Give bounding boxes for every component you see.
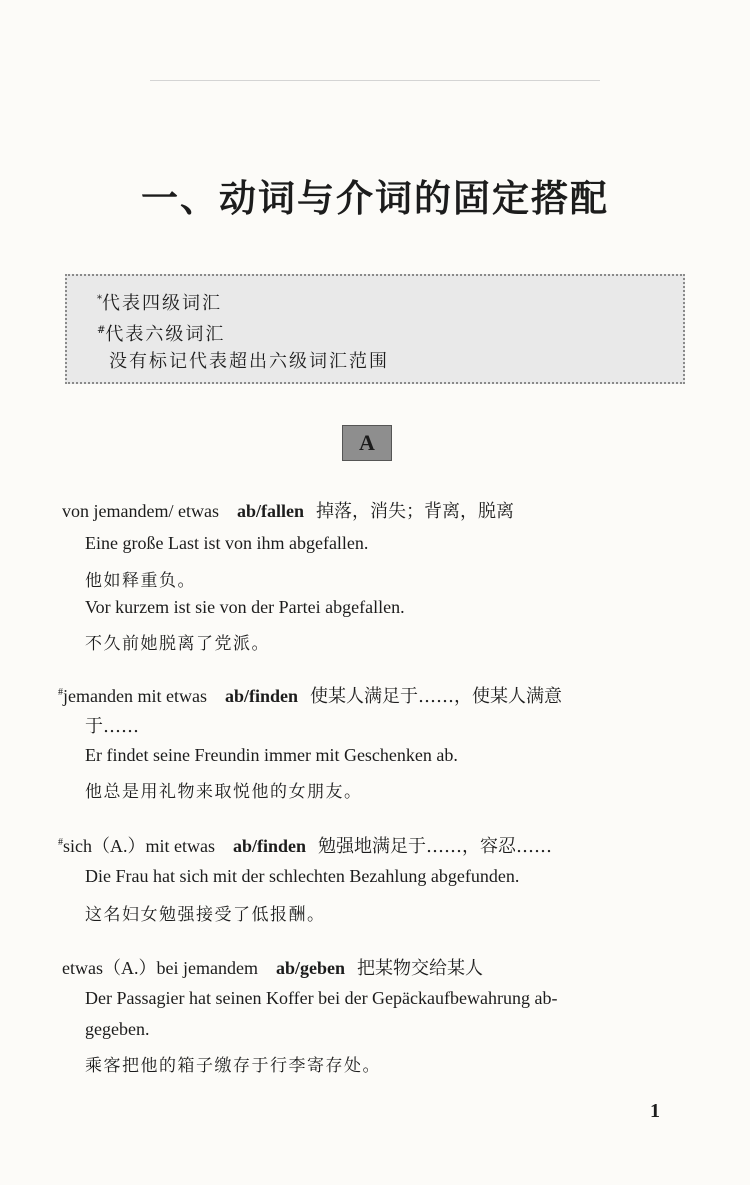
example-de-cont: gegeben.	[85, 1019, 150, 1039]
legend-line-2: #代表六级词汇	[97, 324, 226, 345]
example-zh: 他总是用礼物来取悦他的女朋友。	[85, 782, 363, 802]
page-number: 1	[650, 1100, 660, 1122]
entry-heading	[58, 682, 562, 708]
entry-meaning: 勉强地满足于……，容忍……	[318, 836, 553, 857]
example-zh: 这名妇女勉强接受了低报酬。	[85, 905, 326, 925]
entry-meaning-cont: 于……	[85, 716, 139, 737]
example-zh: 乘客把他的箱子缴存于行李寄存处。	[85, 1056, 381, 1076]
entry-heading	[62, 954, 483, 980]
example-de: Die Frau hat sich mit der schlechten Bezahlung abgefunden.	[85, 866, 520, 886]
entry-verb: ab/finden	[232, 836, 307, 856]
example-zh: 他如释重负。	[85, 571, 196, 591]
example-de: Eine große Last ist von ihm abgefallen.	[85, 533, 369, 553]
entry-verb: ab/geben	[275, 958, 345, 978]
example-zh: 不久前她脱离了党派。	[85, 634, 270, 654]
entry-heading	[62, 497, 514, 523]
entry-phrase: etwas（A.）bei jemandem	[62, 958, 258, 978]
section-letter: A	[342, 425, 392, 461]
legend-line-3: 没有标记代表超出六级词汇范围	[109, 351, 389, 372]
entry-meaning: 把某物交给某人	[356, 958, 483, 979]
chapter-title: 一、动词与介词的固定搭配	[141, 176, 609, 220]
legend-line-1: *代表四级词汇	[97, 293, 222, 314]
entry-phrase: sich（A.）mit etwas	[63, 836, 215, 856]
header-rule	[150, 80, 600, 81]
entry-meaning: 掉落，消失；背离，脱离	[315, 501, 514, 522]
entry-mark: #	[58, 687, 63, 698]
entry-verb: ab/finden	[224, 686, 298, 706]
entry-phrase: von jemandem/ etwas	[62, 501, 219, 521]
example-de: Vor kurzem ist sie von der Partei abgefallen.	[85, 597, 405, 617]
entry-verb: ab/fallen	[236, 501, 304, 521]
example-de: Er findet seine Freundin immer mit Geschenken ab.	[85, 745, 458, 765]
example-de: Der Passagier hat seinen Koffer bei der Gepäckaufbewahrung ab-	[85, 988, 558, 1008]
entry-heading	[58, 832, 552, 858]
entry-phrase: jemanden mit etwas	[63, 686, 207, 706]
legend-box	[65, 274, 685, 384]
entry-meaning: 使某人满足于……，使某人满意	[310, 686, 562, 707]
entry-mark: #	[58, 837, 63, 848]
